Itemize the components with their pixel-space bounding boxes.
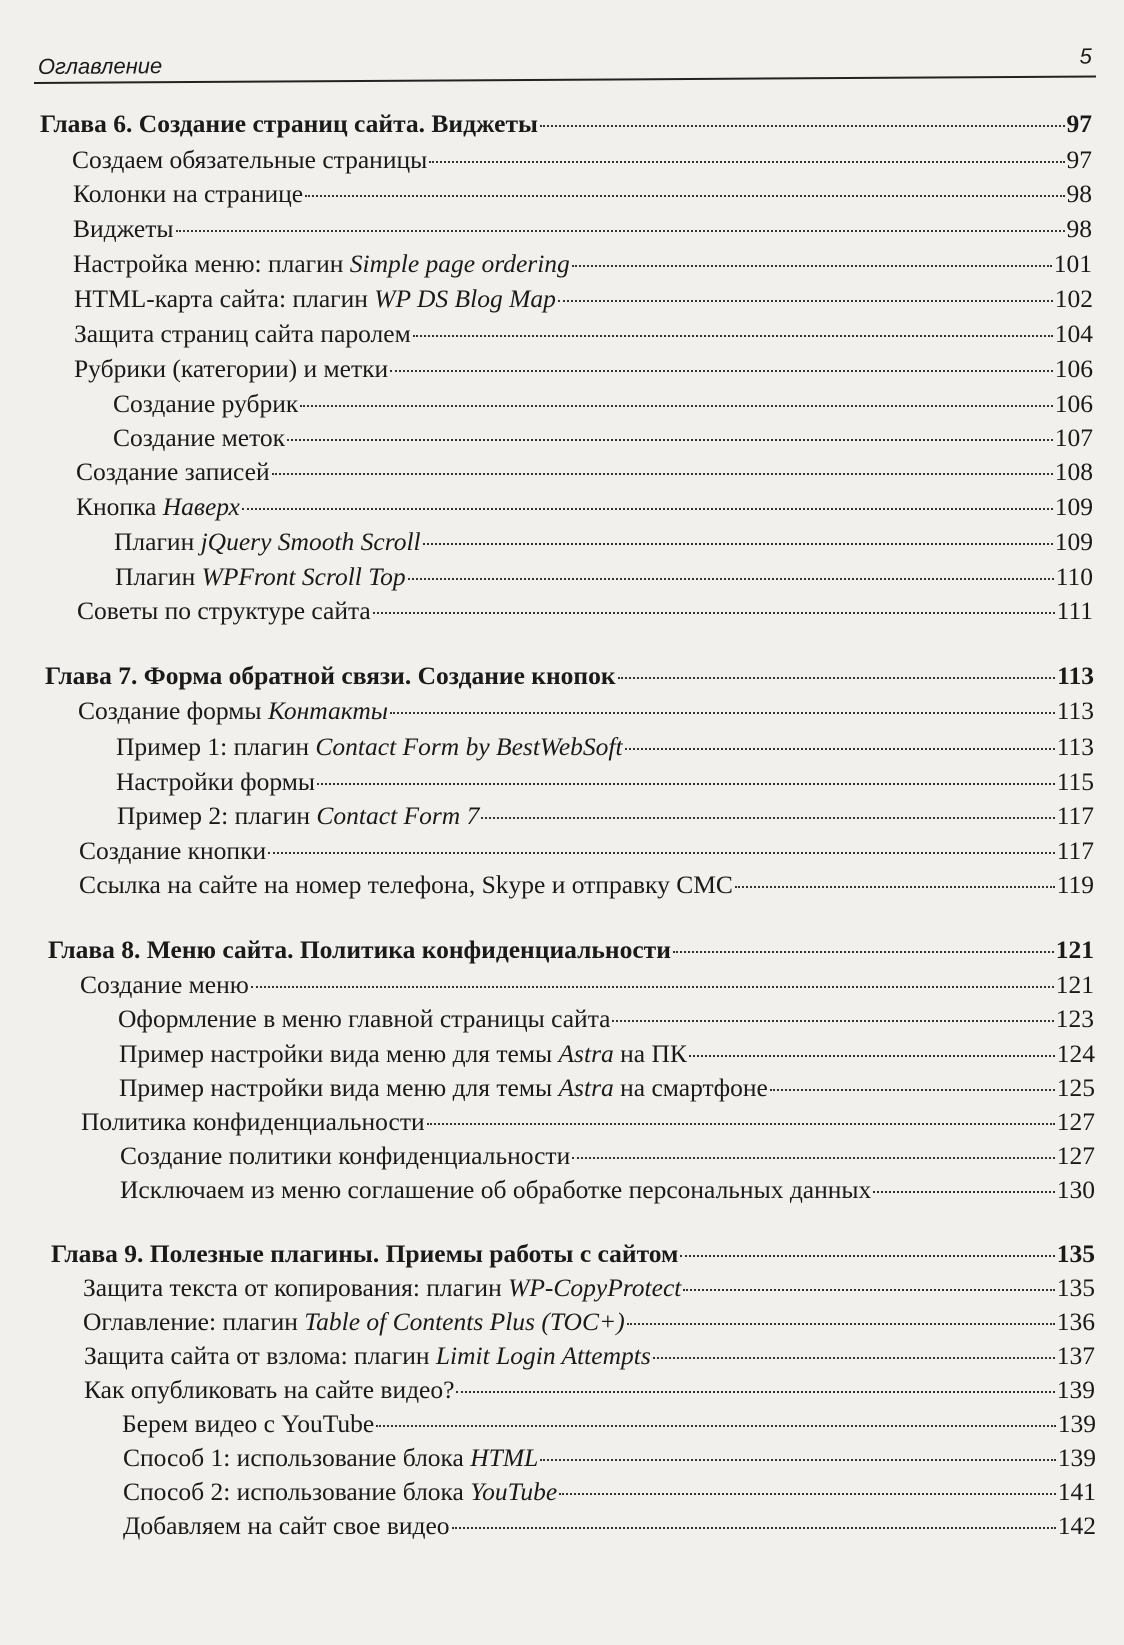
toc-page-number: 109 [1054, 527, 1093, 556]
toc-entry-title: HTML-карта сайта: плагин WP DS Blog Map [74, 284, 556, 313]
toc-entry-title: Виджеты [73, 214, 174, 243]
dot-leader [390, 712, 1055, 714]
dot-leader [272, 473, 1053, 475]
dot-leader [305, 195, 1064, 197]
toc-entry [73, 248, 1092, 280]
toc-page-number: 97 [1066, 145, 1092, 174]
toc-entry-title: Ссылка на сайте на номер телефона, Skype и отправку СМС [79, 870, 733, 899]
toc-page-number: 121 [1055, 970, 1094, 999]
toc-page-number: 139 [1057, 1409, 1096, 1438]
toc-entry-title: Добавляем на сайт свое видео [123, 1511, 450, 1540]
dot-leader [559, 1493, 1056, 1495]
toc-entry-title: Пример 1: плагин Contact Form by BestWebSoft [116, 732, 623, 761]
dot-leader [373, 612, 1055, 614]
toc-page-number: 109 [1054, 492, 1093, 521]
dot-leader [625, 748, 1055, 750]
toc-entry-title: Глава 8. Меню сайта. Политика конфиденциальности [48, 935, 671, 964]
toc-entry-title: Оглавление: плагин Table of Contents Plus (TOC+) [83, 1307, 625, 1336]
toc-entry-title: Как опубликовать на сайте видео? [84, 1375, 455, 1404]
toc-entry [84, 1340, 1095, 1372]
dot-leader [540, 125, 1065, 127]
dot-leader [268, 852, 1055, 854]
toc-page-number: 113 [1056, 696, 1094, 725]
toc-page-number: 113 [1057, 661, 1094, 690]
toc-page-number: 106 [1054, 354, 1093, 383]
toc-page-number: 101 [1053, 249, 1092, 278]
dot-leader [429, 161, 1064, 163]
toc-entry [116, 731, 1094, 763]
toc-entry-title: Создание политики конфиденциальности [120, 1141, 571, 1170]
toc-entry-title: Защита страниц сайта паролем [74, 319, 411, 348]
toc-entry [113, 388, 1093, 420]
toc-entry [80, 969, 1094, 1001]
toc-entry [73, 178, 1092, 210]
toc-entry-title: Советы по структуре сайта [77, 596, 371, 625]
dot-leader [300, 405, 1053, 407]
toc-page-number: 98 [1066, 179, 1092, 208]
toc-entry [79, 869, 1094, 901]
dot-leader [558, 300, 1053, 302]
toc-entry [119, 1038, 1095, 1070]
dot-leader [770, 1089, 1055, 1091]
dot-leader [376, 1425, 1056, 1427]
toc-page-number: 117 [1056, 836, 1094, 865]
toc-entry-title: Способ 2: использование блока YouTube [123, 1477, 558, 1506]
toc-page-number: 111 [1056, 596, 1093, 625]
toc-page-number: 139 [1057, 1443, 1096, 1472]
dot-leader [572, 1157, 1055, 1159]
toc-entry-title: Рубрики (категории) и метки [74, 354, 389, 383]
header-title: Оглавление [37, 53, 163, 79]
dot-leader [481, 817, 1054, 819]
dot-leader [427, 1123, 1055, 1125]
toc-entry [74, 283, 1093, 315]
dot-leader [242, 508, 1053, 510]
toc-page-number: 137 [1056, 1341, 1095, 1370]
toc-entry-title: Колонки на странице [73, 179, 304, 208]
toc-entry [118, 1003, 1094, 1035]
dot-leader [408, 578, 1054, 580]
toc-entry [83, 1306, 1095, 1338]
toc-entry-title: Берем видео с YouTube [122, 1409, 375, 1438]
toc-page-number: 106 [1054, 389, 1093, 418]
toc-page-number: 139 [1056, 1375, 1095, 1404]
page-header [34, 40, 1096, 84]
dot-leader [673, 951, 1054, 953]
toc-page-number: 110 [1055, 562, 1093, 591]
toc-entry-title: Глава 9. Полезные плагины. Приемы работы с сайтом [51, 1239, 679, 1268]
toc-entry [114, 526, 1093, 558]
toc-entry-title: Защита сайта от взлома: плагин Limit Login Attempts [84, 1341, 651, 1370]
toc-entry [123, 1510, 1096, 1542]
toc-page-number: 141 [1057, 1477, 1096, 1506]
toc-entry [73, 213, 1092, 245]
toc-entry-title: Пример 2: плагин Contact Form 7 [117, 801, 480, 830]
toc-chapter-entry [51, 1238, 1095, 1270]
toc-entry [76, 456, 1093, 488]
toc-page-number: 107 [1054, 423, 1093, 452]
toc-entry [78, 695, 1094, 727]
dot-leader [689, 1055, 1055, 1057]
toc-entry-title: Способ 1: использование блока HTML [123, 1443, 539, 1472]
dot-leader [413, 335, 1053, 337]
toc-entry-title: Создание меток [113, 423, 286, 452]
dot-leader [540, 1459, 1055, 1461]
toc-page-number: 98 [1066, 214, 1092, 243]
toc-page-number: 130 [1056, 1175, 1095, 1204]
toc-entry [81, 1106, 1095, 1138]
dot-leader [287, 439, 1053, 441]
toc-entry [123, 1442, 1096, 1474]
toc-entry-title: Создание кнопки [79, 836, 267, 865]
toc-entry-title: Оформление в меню главной страницы сайта [118, 1004, 611, 1033]
toc-entry [76, 491, 1093, 523]
header-page-number: 5 [1079, 43, 1092, 69]
toc-entry-title: Создание формы Контакты [78, 696, 389, 725]
toc-entry [115, 561, 1093, 593]
dot-leader [735, 886, 1055, 888]
toc-chapter-entry [45, 660, 1094, 692]
dot-leader [456, 1391, 1054, 1393]
toc-page-number: 135 [1056, 1273, 1095, 1302]
dot-leader [612, 1020, 1053, 1022]
toc-page-number: 136 [1056, 1307, 1095, 1336]
dot-leader [653, 1357, 1055, 1359]
toc-entry [120, 1174, 1095, 1206]
toc-entry-title: Глава 6. Создание страниц сайта. Виджеты [40, 109, 538, 138]
toc-page-number: 104 [1054, 319, 1093, 348]
toc-entry-title: Плагин jQuery Smooth Scroll [114, 527, 421, 556]
dot-leader [390, 370, 1053, 372]
toc-entry [120, 1140, 1095, 1172]
toc-page-number: 121 [1055, 935, 1094, 964]
toc-entry-title: Защита текста от копирования: плагин WP-CopyProtect [83, 1273, 682, 1302]
toc-page-number: 135 [1056, 1239, 1095, 1268]
toc-entry-title: Настройка меню: плагин Simple page ordering [73, 249, 570, 278]
toc-entry [84, 1374, 1095, 1406]
toc-page-number: 97 [1066, 109, 1092, 138]
toc-page-number: 117 [1056, 801, 1094, 830]
toc-page-number: 125 [1056, 1073, 1095, 1102]
toc-page-number: 124 [1056, 1039, 1095, 1068]
toc-entry-title: Политика конфиденциальности [81, 1107, 425, 1136]
dot-leader [423, 543, 1053, 545]
toc-chapter-entry [48, 934, 1094, 966]
dot-leader [251, 986, 1054, 988]
dot-leader [618, 677, 1056, 679]
toc-entry-title: Глава 7. Форма обратной связи. Создание кнопок [45, 661, 616, 690]
toc-entry-title: Плагин WPFront Scroll Top [115, 562, 406, 591]
toc-entry-title: Настройки формы [116, 767, 315, 796]
dot-leader [452, 1527, 1056, 1529]
toc-entry [116, 766, 1094, 798]
toc-entry [74, 353, 1093, 385]
dot-leader [317, 783, 1055, 785]
toc-entry-title: Кнопка Наверх [76, 492, 240, 521]
toc-entry-title: Создаем обязательные страницы [72, 145, 428, 174]
toc-chapter-entry [40, 108, 1092, 140]
toc-page-number: 127 [1056, 1141, 1095, 1170]
toc-entry-title: Создание рубрик [113, 389, 299, 418]
dot-leader [683, 1289, 1054, 1291]
toc-entry [83, 1272, 1095, 1304]
dot-leader [572, 265, 1052, 267]
toc-page-number: 102 [1054, 284, 1093, 313]
toc-entry [72, 144, 1092, 176]
toc-page-number: 142 [1057, 1511, 1096, 1540]
toc-entry-title: Пример настройки вида меню для темы Astra на смартфоне [119, 1073, 768, 1102]
toc-entry [117, 800, 1094, 832]
dot-leader [873, 1191, 1054, 1193]
toc-entry-title: Создание записей [76, 457, 270, 486]
toc-entry-title: Создание меню [80, 970, 249, 999]
toc-entry [119, 1072, 1095, 1104]
toc-entry [77, 595, 1093, 627]
toc-entry-title: Исключаем из меню соглашение об обработке персональных данных [120, 1175, 872, 1204]
toc-page-number: 123 [1055, 1004, 1094, 1033]
toc-page-number: 108 [1054, 457, 1093, 486]
toc-page-number: 127 [1056, 1107, 1095, 1136]
dot-leader [176, 230, 1065, 232]
toc-entry [79, 835, 1094, 867]
toc-page-number: 113 [1056, 732, 1094, 761]
toc-entry [123, 1476, 1096, 1508]
toc-page-number: 119 [1056, 870, 1094, 899]
toc-entry [122, 1408, 1096, 1440]
dot-leader [680, 1255, 1054, 1257]
toc-entry [113, 422, 1093, 454]
dot-leader [627, 1323, 1055, 1325]
toc-entry-title: Пример настройки вида меню для темы Astra на ПК [119, 1039, 687, 1068]
toc-page-number: 115 [1056, 767, 1094, 796]
toc-entry [74, 318, 1093, 350]
